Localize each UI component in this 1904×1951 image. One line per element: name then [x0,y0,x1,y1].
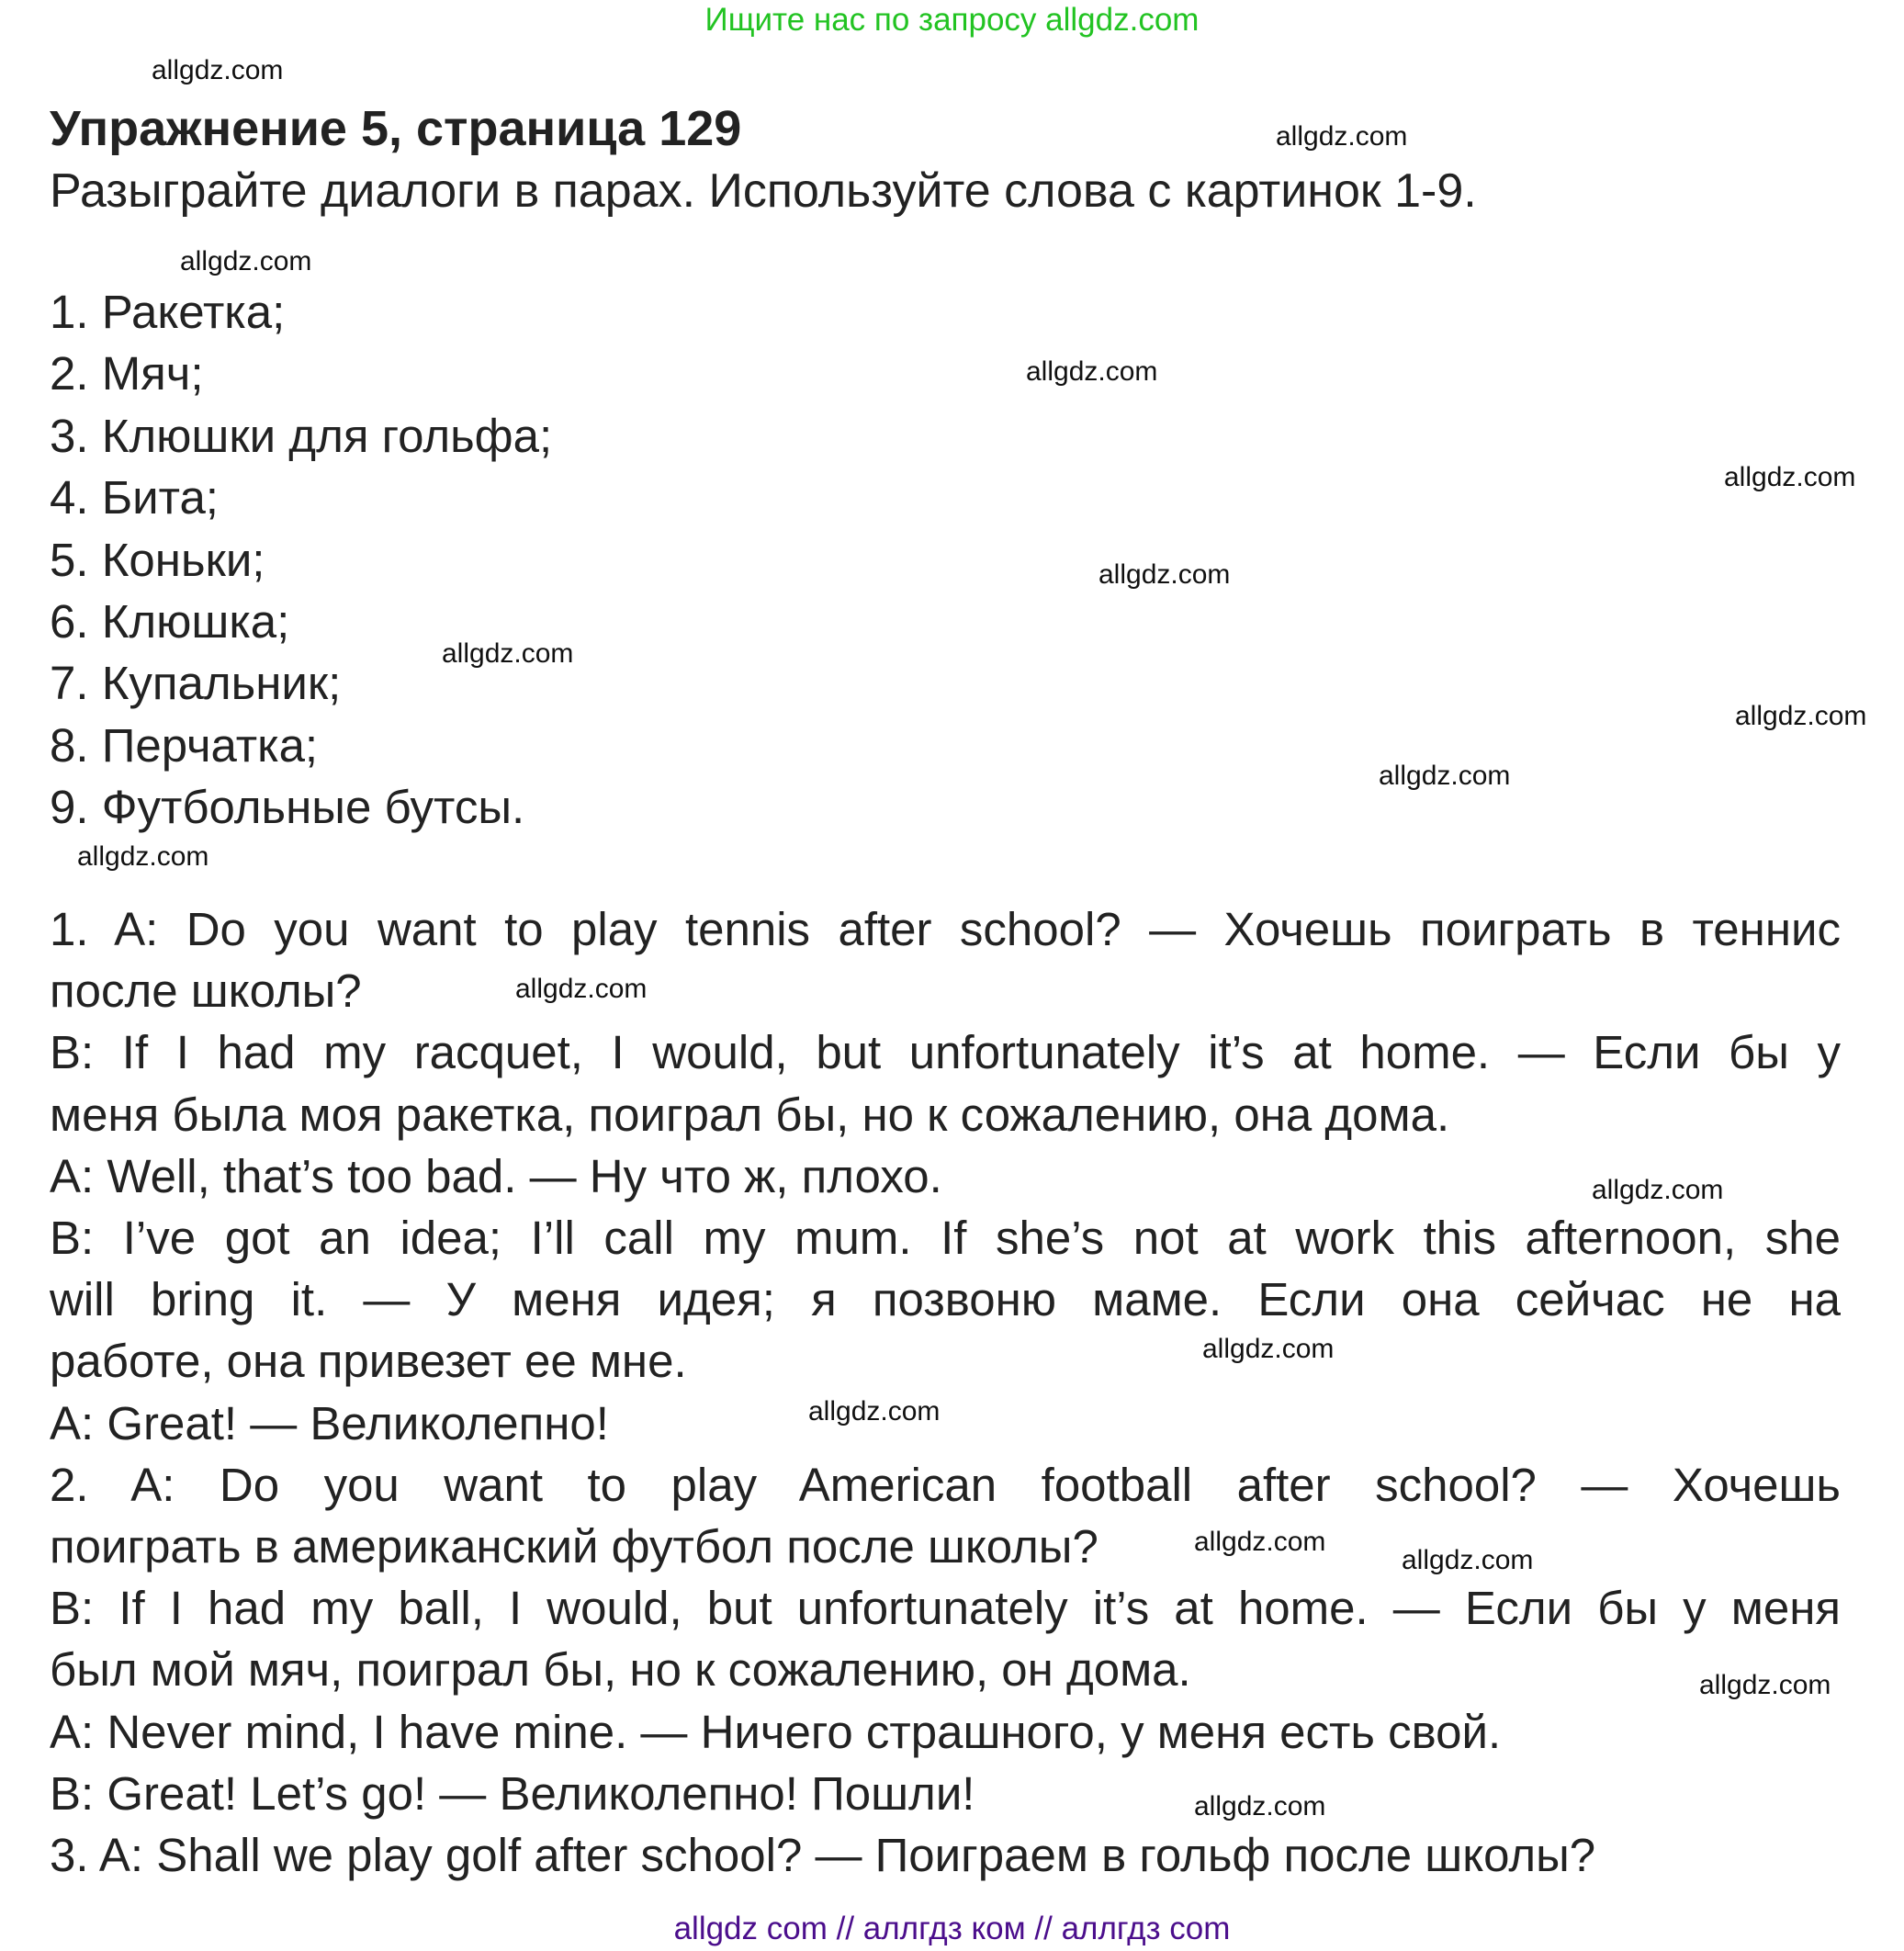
watermark-text: allgdz.com [442,638,574,669]
watermark-text: allgdz.com [152,55,284,85]
dialogue-line: B: I’ve got an idea; I’ll call my mum. If she’s not at work this afternoon, she [50,1212,1841,1264]
word-list-item: 3. Клюшки для гольфа; [50,409,553,462]
watermark-text: allgdz.com [808,1396,941,1427]
word-list-item: 6. Клюшка; [50,595,290,648]
dialogue-line: B: If I had my ball, I would, but unfortunately it’s at home. — Если бы у меня [50,1582,1841,1635]
watermark-text: allgdz.com [1379,761,1511,791]
watermark-text: allgdz.com [77,841,209,872]
footer-watermark: allgdz com // аллгдз ком // аллгдз com [673,1911,1231,1946]
word-list-item: 1. Ракетка; [50,286,286,338]
watermark-text: allgdz.com [1026,356,1158,387]
watermark-text: allgdz.com [1276,121,1408,152]
word-list-item: 4. Бита; [50,471,219,524]
dialogue-line: после школы? [50,964,362,1018]
dialogue-line: работе, она привезет ее мне. [50,1335,687,1388]
watermark-text: allgdz.com [1194,1791,1326,1821]
watermark-text: allgdz.com [1202,1334,1335,1364]
dialogue-line: 2. A: Do you want to play American football after school? — Хочешь [50,1458,1841,1511]
dialogue-line: 3. A: Shall we play golf after school? — Поиграем в гольф после школы? [50,1829,1596,1881]
dialogue-line: A: Never mind, I have mine. — Ничего страшного, у меня есть свой. [50,1705,1502,1758]
dialogue-line: will bring it. — У меня идея; я позвоню маме. Если она сейчас не на [50,1273,1841,1326]
dialogue-line: меня была моя ракетка, поиграл бы, но к сожалению, она дома. [50,1088,1450,1141]
watermark-text: allgdz.com [1735,701,1867,731]
word-list-item: 5. Коньки; [50,533,265,586]
word-list-item: 2. Мяч; [50,347,204,400]
watermark-text: allgdz.com [1402,1545,1534,1575]
word-list-item: 9. Футбольные бутсы. [50,781,525,834]
watermark-text: allgdz.com [515,974,648,1004]
dialogue-line: B: If I had my racquet, I would, but unfortunately it’s at home. — Если бы у [50,1026,1841,1079]
watermark-text: allgdz.com [1592,1175,1724,1205]
watermark-text: allgdz.com [1699,1670,1831,1700]
top-banner: Ищите нас по запросу allgdz.com [704,2,1200,38]
watermark-text: allgdz.com [1098,559,1231,590]
watermark-text: allgdz.com [1724,462,1856,492]
word-list-item: 7. Купальник; [50,657,342,710]
dialogue-line: B: Great! Let’s go! — Великолепно! Пошли! [50,1766,975,1820]
watermark-text: allgdz.com [1194,1527,1326,1557]
watermark-text: allgdz.com [180,246,312,276]
dialogue-line: поиграть в американский футбол после школы? [50,1520,1098,1573]
dialogue-line: был мой мяч, поиграл бы, но к сожалению, он дома. [50,1643,1191,1697]
dialogue-line: A: Well, that’s too bad. — Ну что ж, плохо. [50,1149,942,1202]
dialogue-line: A: Great! — Великолепно! [50,1396,609,1449]
word-list-item: 8. Перчатка; [50,718,319,772]
exercise-instructions: Разыграйте диалоги в парах. Используйте слова с картинок 1-9. [50,164,1477,218]
exercise-title: Упражнение 5, страница 129 [50,101,742,156]
dialogue-line: 1. A: Do you want to play tennis after school? — Хочешь поиграть в теннис [50,903,1841,955]
